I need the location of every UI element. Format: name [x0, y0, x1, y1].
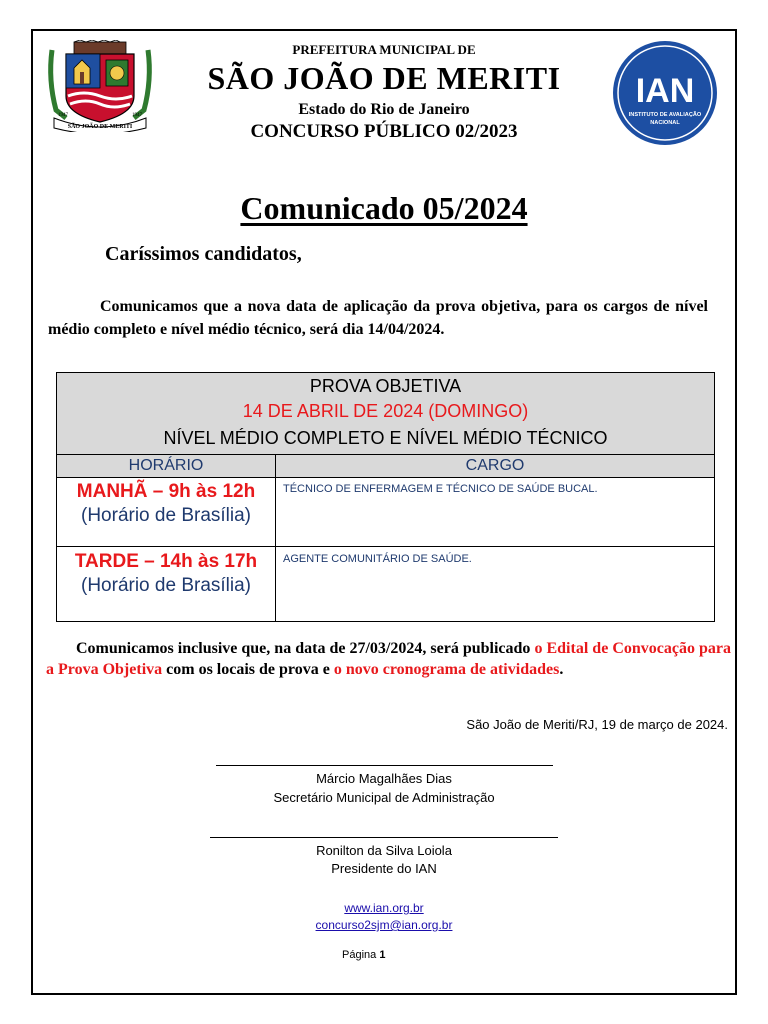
- table-date: 14 DE ABRIL DE 2024 (DOMINGO): [242, 401, 529, 421]
- ian-logo-text: IAN: [635, 72, 695, 110]
- shift-timezone: (Horário de Brasília): [81, 505, 251, 526]
- p2-highlight-cronograma: o novo cronograma de atividades: [333, 661, 560, 678]
- email-link[interactable]: concurso2sjm@ian.org.br: [315, 918, 453, 932]
- table-row: [57, 551, 275, 597]
- page-number: [342, 949, 385, 961]
- header-state: Estado do Rio de Janeiro: [298, 101, 470, 118]
- table-header: [57, 373, 714, 455]
- signatory-role: Secretário Municipal de Administração: [273, 790, 495, 805]
- header-city: SÃO JOÃO DE MERITI: [207, 60, 561, 96]
- p2-part1: Comunicamos inclusive que, na data de 27/03/2024, será publicado: [76, 640, 535, 657]
- ian-logo-sub1: INSTITUTO DE AVALIAÇÃO: [628, 112, 702, 118]
- document-title: Comunicado 05/2024: [240, 190, 528, 226]
- cargo-text: TÉCNICO DE ENFERMAGEM E TÉCNICO DE SAÚDE BUCAL.: [283, 483, 598, 495]
- header-prefeitura: PREFEITURA MUNICIPAL DE: [292, 42, 476, 57]
- table-title: PROVA OBJETIVA: [309, 376, 462, 396]
- p2-highlight-edital: o Edital de Convocação para a Prova Objetiva: [46, 640, 731, 678]
- signatory-name: Ronilton da Silva Loiola: [316, 843, 452, 858]
- shift-time: MANHÃ – 9h às 12h: [76, 481, 256, 502]
- crest-year-right: 1947: [132, 113, 142, 118]
- date-line: São João de Meriti/RJ, 19 de março de 2024.: [466, 717, 728, 732]
- shift-time: TARDE – 14h às 17h: [74, 551, 258, 572]
- row-divider: [57, 546, 714, 547]
- page-label: Página: [342, 949, 377, 961]
- p2-part2: com os locais de prova e: [162, 661, 334, 678]
- column-divider: [275, 455, 276, 621]
- shift-timezone: (Horário de Brasília): [81, 575, 251, 596]
- col-header-horario: HORÁRIO: [57, 455, 275, 478]
- announcement-paragraph: [46, 638, 731, 680]
- website-link[interactable]: www.ian.org.br: [344, 901, 424, 915]
- p2-part3: .: [559, 661, 564, 678]
- table-level: NÍVEL MÉDIO COMPLETO E NÍVEL MÉDIO TÉCNICO: [163, 428, 608, 448]
- header-concurso: CONCURSO PÚBLICO 02/2023: [250, 121, 518, 142]
- signatory-name: Márcio Magalhães Dias: [316, 771, 452, 786]
- page-number-value: 1: [379, 949, 386, 961]
- col-header-cargo: CARGO: [276, 455, 714, 478]
- cargo-text: AGENTE COMUNITÁRIO DE SAÚDE.: [283, 553, 472, 565]
- intro-paragraph: Comunicamos que a nova data de aplicação da prova objetiva, para os cargos de nível médio completo e nível médio técnico, será dia 14/04/2024.: [48, 298, 708, 338]
- crest-year-left: 1947: [58, 113, 68, 118]
- table-row: [57, 481, 275, 527]
- signatory-role: Presidente do IAN: [331, 861, 437, 876]
- signature-line: [210, 837, 558, 838]
- signature-line: [216, 765, 553, 766]
- schedule-table: [56, 372, 715, 622]
- crest-motto: SÃO JOÃO DE MERITI: [67, 124, 133, 130]
- greeting: Caríssimos candidatos,: [105, 243, 302, 265]
- ian-logo-sub2: NACIONAL: [650, 120, 680, 126]
